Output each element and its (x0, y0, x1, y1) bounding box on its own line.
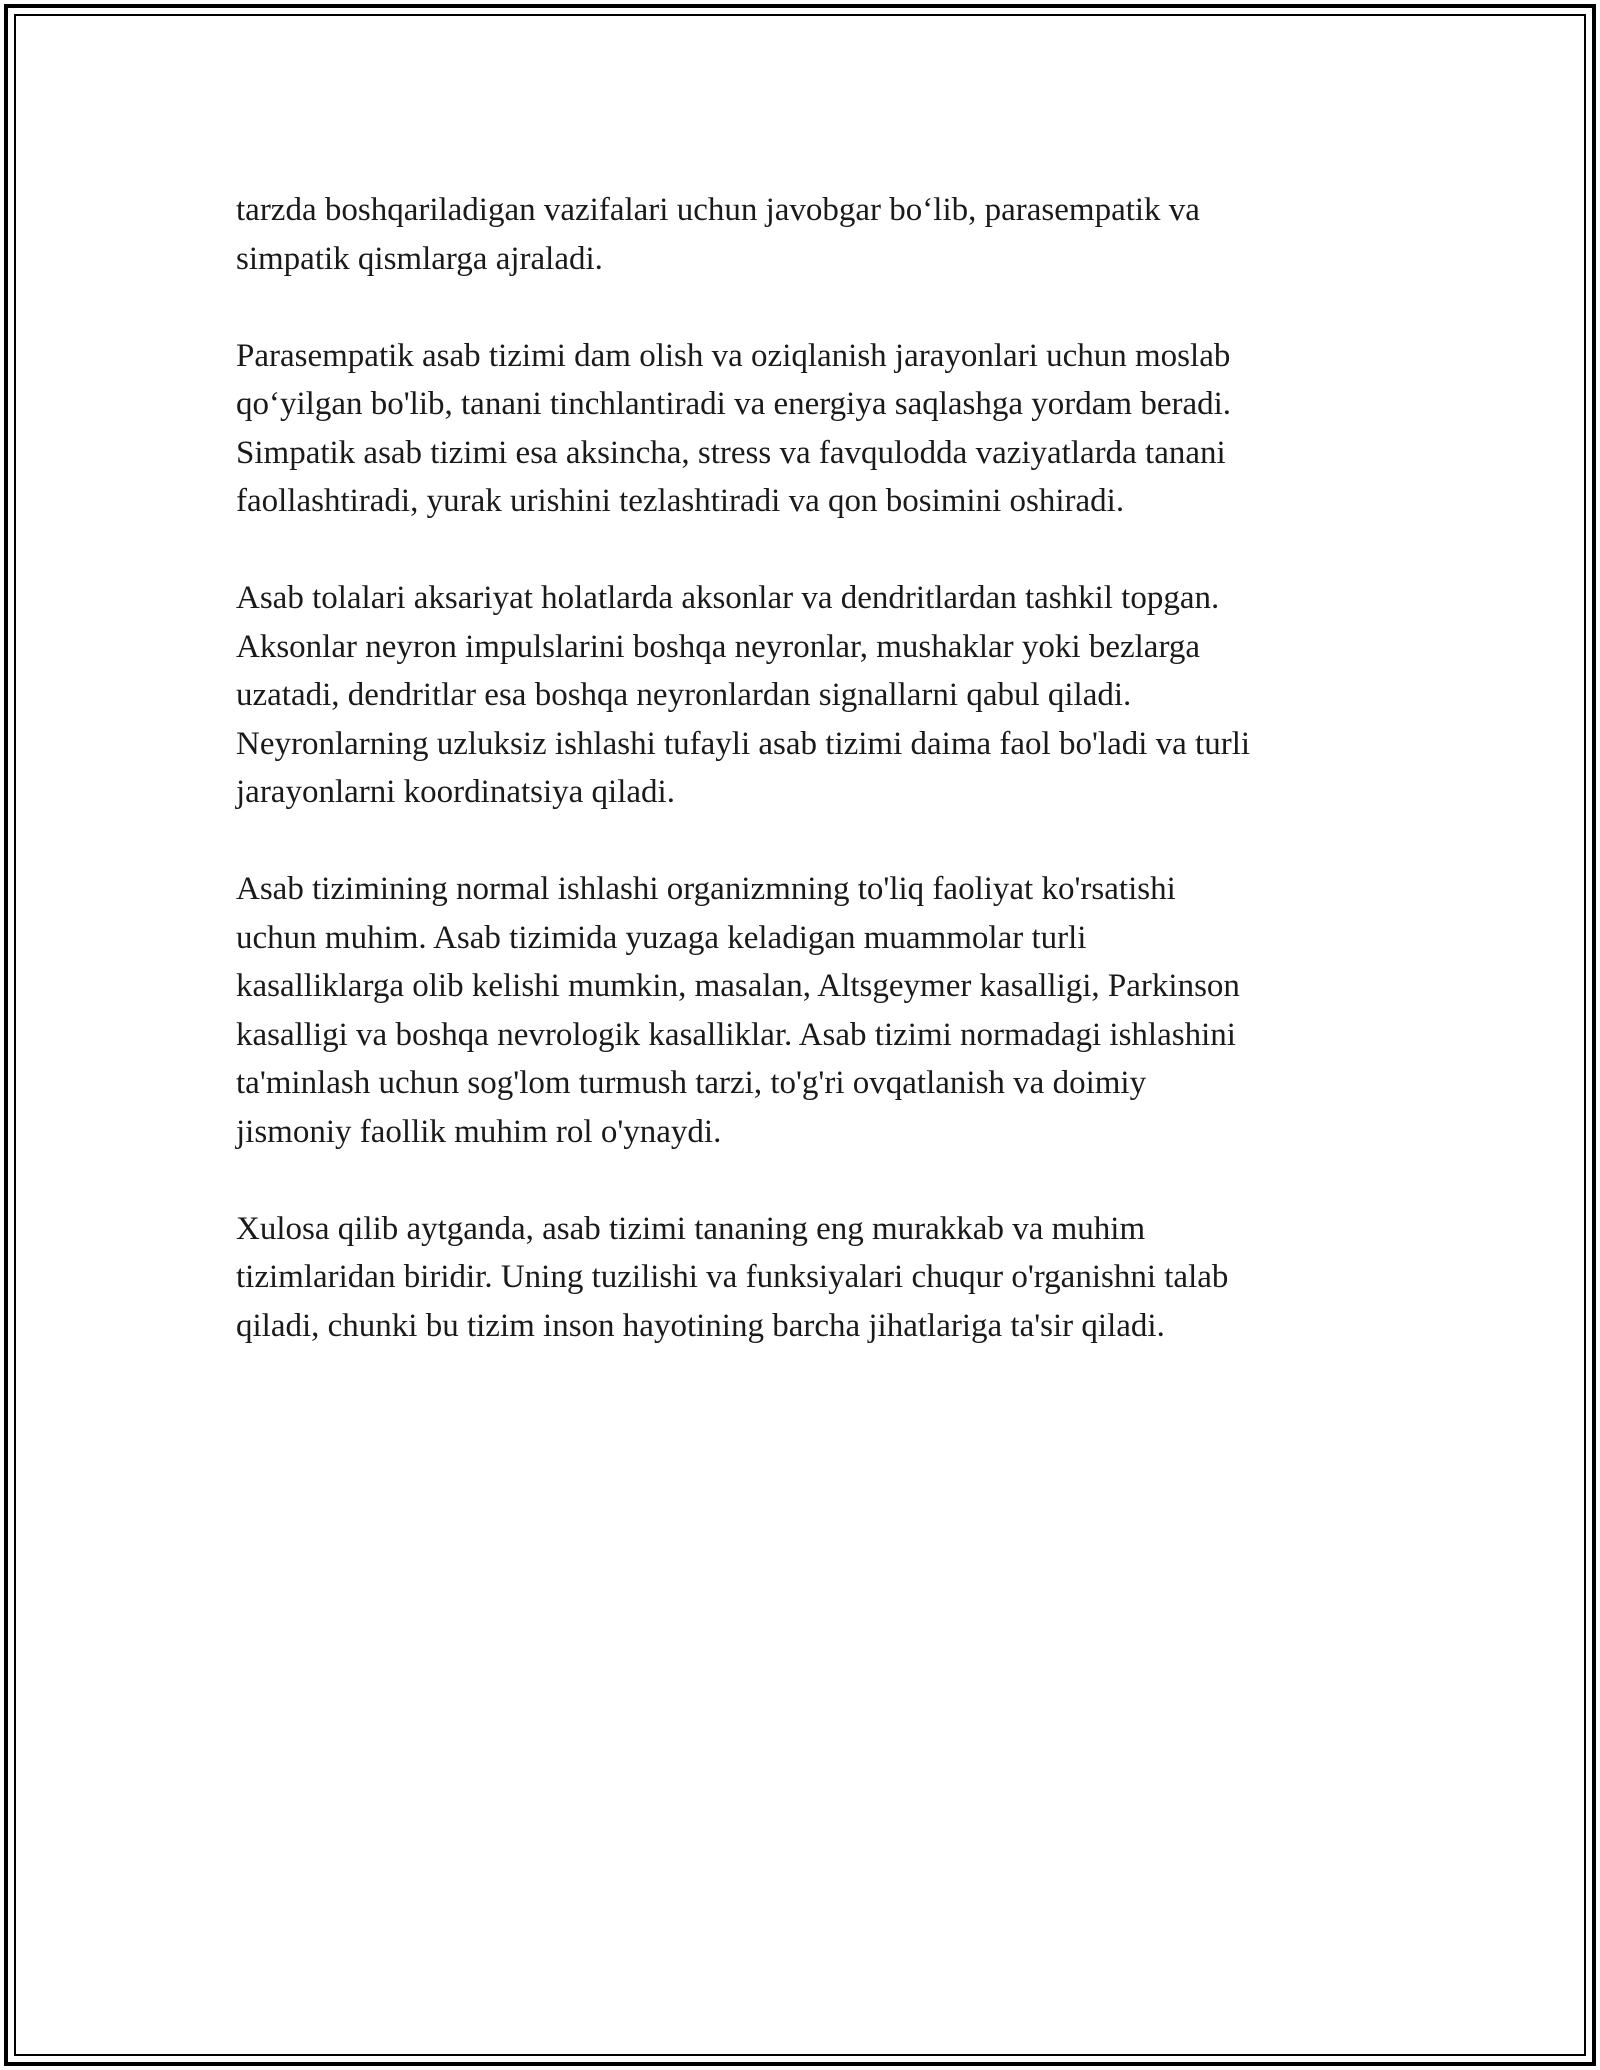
paragraph-autonomic-divisions: tarzda boshqariladigan vazifalari uchun javobgar bo‘lib, parasempatik va simpatik qismlarga ajraladi. (236, 192, 1200, 277)
document-body (236, 186, 1376, 1399)
paragraph-health-importance: Asab tizimining normal ishlashi organizmning to'liq faoliyat ko'rsatishi uchun muhim. Asab tizimida yuzaga keladigan muammolar turli kasalliklarga olib kelishi mumkin, masalan, Altsgeymer kasalligi, Parkinson kasalligi va boshqa nevrologik kasalliklar. Asab tizimi normadagi ishlashini ta'minlash uchun sog'lom turmush tarzi, to'g'ri ovqatlanish va doimiy jismoniy faollik muhim rol o'ynaydi. (236, 871, 1240, 1150)
paragraph-parasympathetic-sympathetic: Parasempatik asab tizimi dam olish va oziqlanish jarayonlari uchun moslab qo‘yilgan bo'lib, tanani tinchlantiradi va energiya saqlashga yordam beradi. Simpatik asab tizimi esa aksincha, stress va favqulodda vaziyatlarda tanani faollashtiradi, yurak urishini tezlashtiradi va qon bosimini oshiradi. (236, 337, 1232, 519)
paragraph-conclusion: Xulosa qilib aytganda, asab tizimi tananing eng murakkab va muhim tizimlaridan biridir. Uning tuzilishi va funksiyalari chuqur o'rganishni talab qiladi, chunki bu tizim inson hayotining barcha jihatlariga ta'sir qiladi. (236, 1210, 1229, 1344)
paragraph-nerve-fibers: Asab tolalari aksariyat holatlarda aksonlar va dendritlardan tashkil topgan. Aksonlar neyron impulslarini boshqa neyronlar, mushaklar yoki bezlarga uzatadi, dendritlar esa boshqa neyronlardan signallarni qabul qiladi. Neyronlarning uzluksiz ishlashi tufayli asab tizimi daima faol bo'ladi va turli jarayonlarni koordinatsiya qiladi. (236, 580, 1251, 810)
